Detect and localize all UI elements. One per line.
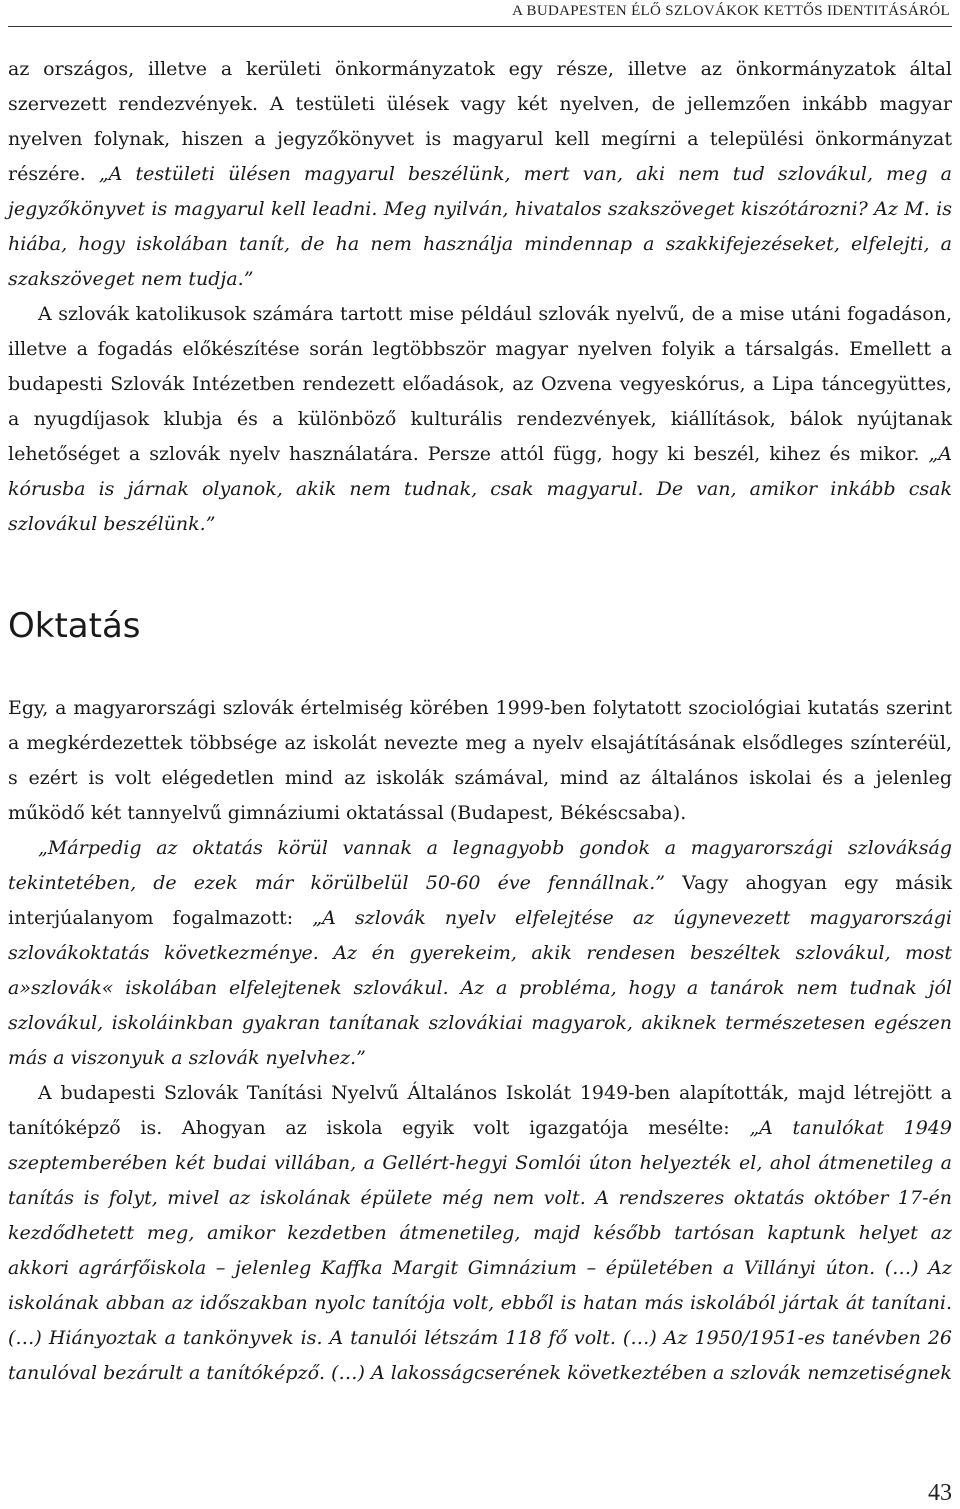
paragraph-school-history xyxy=(8,1076,952,1391)
running-head: A BUDAPESTEN ÉLŐ SZLOVÁKOK KETTŐS IDENTITÁSÁRÓL xyxy=(512,3,950,19)
paragraph-text: Vagy ahogyan egy másik interjúalanyom fogalmazott: xyxy=(8,872,952,929)
paragraph-survey: Egy, a magyarországi szlovák értelmiség körében 1999-ben folytatott szociológiai kutatás szerint a megkérdezettek többsége az iskolát nevezte meg a nyelv elsajátításának elsődleges színteréül, s ezért is volt elégedetlen mind az iskolák számával, mind az általános iskolai és a jelenleg működő két tannyelvű gimnáziumi oktatással (Budapest, Békéscsaba). xyxy=(8,697,952,824)
interview-quote: „Márpedig az oktatás körül vannak a legnagyobb gondok a magyarországi szlovákság tekintetében, de ezek már körülbelül 50-60 éve fennállnak.” xyxy=(8,837,952,894)
section-heading-oktatas: Oktatás xyxy=(8,606,141,646)
paragraph-text: az országos, illetve a kerületi önkormányzatok egy része, illetve az önkormányzatok által szervezett rendezvények. A testületi ülések vagy két nyelven, de jellemzően inkább magyar nyelven folynak, hiszen a jegyzőkönyvet is magyarul kell megírni a települési önkormányzat részére. xyxy=(8,58,952,185)
page-number: 43 xyxy=(928,1480,952,1506)
page-body xyxy=(8,52,952,1391)
header-rule xyxy=(8,26,952,27)
paragraph-text: A budapesti Szlovák Tanítási Nyelvű Általános Iskolát 1949-ben alapították, majd létrejött a tanítóképző is. Ahogyan az iskola egyik volt igazgatója mesélte: xyxy=(8,1082,952,1139)
paragraph-text: A szlovák katolikusok számára tartott mise például szlovák nyelvű, de a mise utáni fogadáson, illetve a fogadás előkészítése során legtöbbször magyar nyelven folyik a társalgás. Emellett a budapesti Szlovák Intézetben rendezett előadások, az Ozvena vegyeskórus, a Lipa táncegyüttes, a nyugdíjasok klubja és a különböző kulturális rendezvények, kiállítások, bálok nyújtanak lehetőséget a szlovák nyelv használatára. Persze attól függ, hogy ki beszél, kihez és mikor. xyxy=(8,303,952,465)
interview-quote: „A testületi ülésen magyarul beszélünk, mert van, aki nem tud szlovákul, meg a jegyzőkönyvet is magyarul kell leadni. Meg nyilván, hivatalos szakszöveget kiszótározni? Az M. is hiába, hogy iskolában tanít, de ha nem használja mindennap a szakkifejezéseket, elfelejti, a szakszöveget nem tudja.” xyxy=(8,163,952,290)
interview-quote: „A kórusba is járnak olyanok, akik nem tudnak, csak magyarul. De van, amikor inkább csak szlovákul beszélünk.” xyxy=(8,443,952,535)
paragraph-catholic-mass xyxy=(8,297,952,542)
interview-quote: „A szlovák nyelv elfelejtése az úgynevezett magyarországi szlovákoktatás következménye. Az én gyerekeim, akik rendesen beszéltek szlovákul, most a»szlovák« iskolában elfelejtenek szlovákul. Az a probléma, hogy a tanárok nem tudnak jól szlovákul, iskoláinkban gyakran tanítanak szlovákiai magyarok, akiknek természetesen egészen más a viszonyuk a szlovák nyelvhez.” xyxy=(8,907,952,1069)
paragraph-committee-meetings xyxy=(8,52,952,297)
interview-quote: „A tanulókat 1949 szeptemberében két budai villában, a Gellért-hegyi Somlói úton helyezték el, ahol átmenetileg a tanítás is folyt, mivel az iskolának épülete még nem volt. A rendszeres oktatás október 17-én kezdődhetett meg, amikor kezdetben átmenetileg, majd később tartósan kaptunk helyet az akkori agrárfőiskola – jelenleg Kaffka Margit Gimnázium – épületében a Villányi úton. (…) Az iskolának abban az időszakban nyolc tanítója volt, ebből is hatan más iskolából jártak át tanítani. (…) Hiányoztak a tankönyvek is. A tanulói létszám 118 fő volt. (…) Az 1950/1951-es tanévben 26 tanulóval bezárult a tanítóképző. (…) A lakosságcserének következtében a szlovák nemzetiségnek xyxy=(8,1117,952,1384)
paragraph-education-quotes xyxy=(8,831,952,1076)
